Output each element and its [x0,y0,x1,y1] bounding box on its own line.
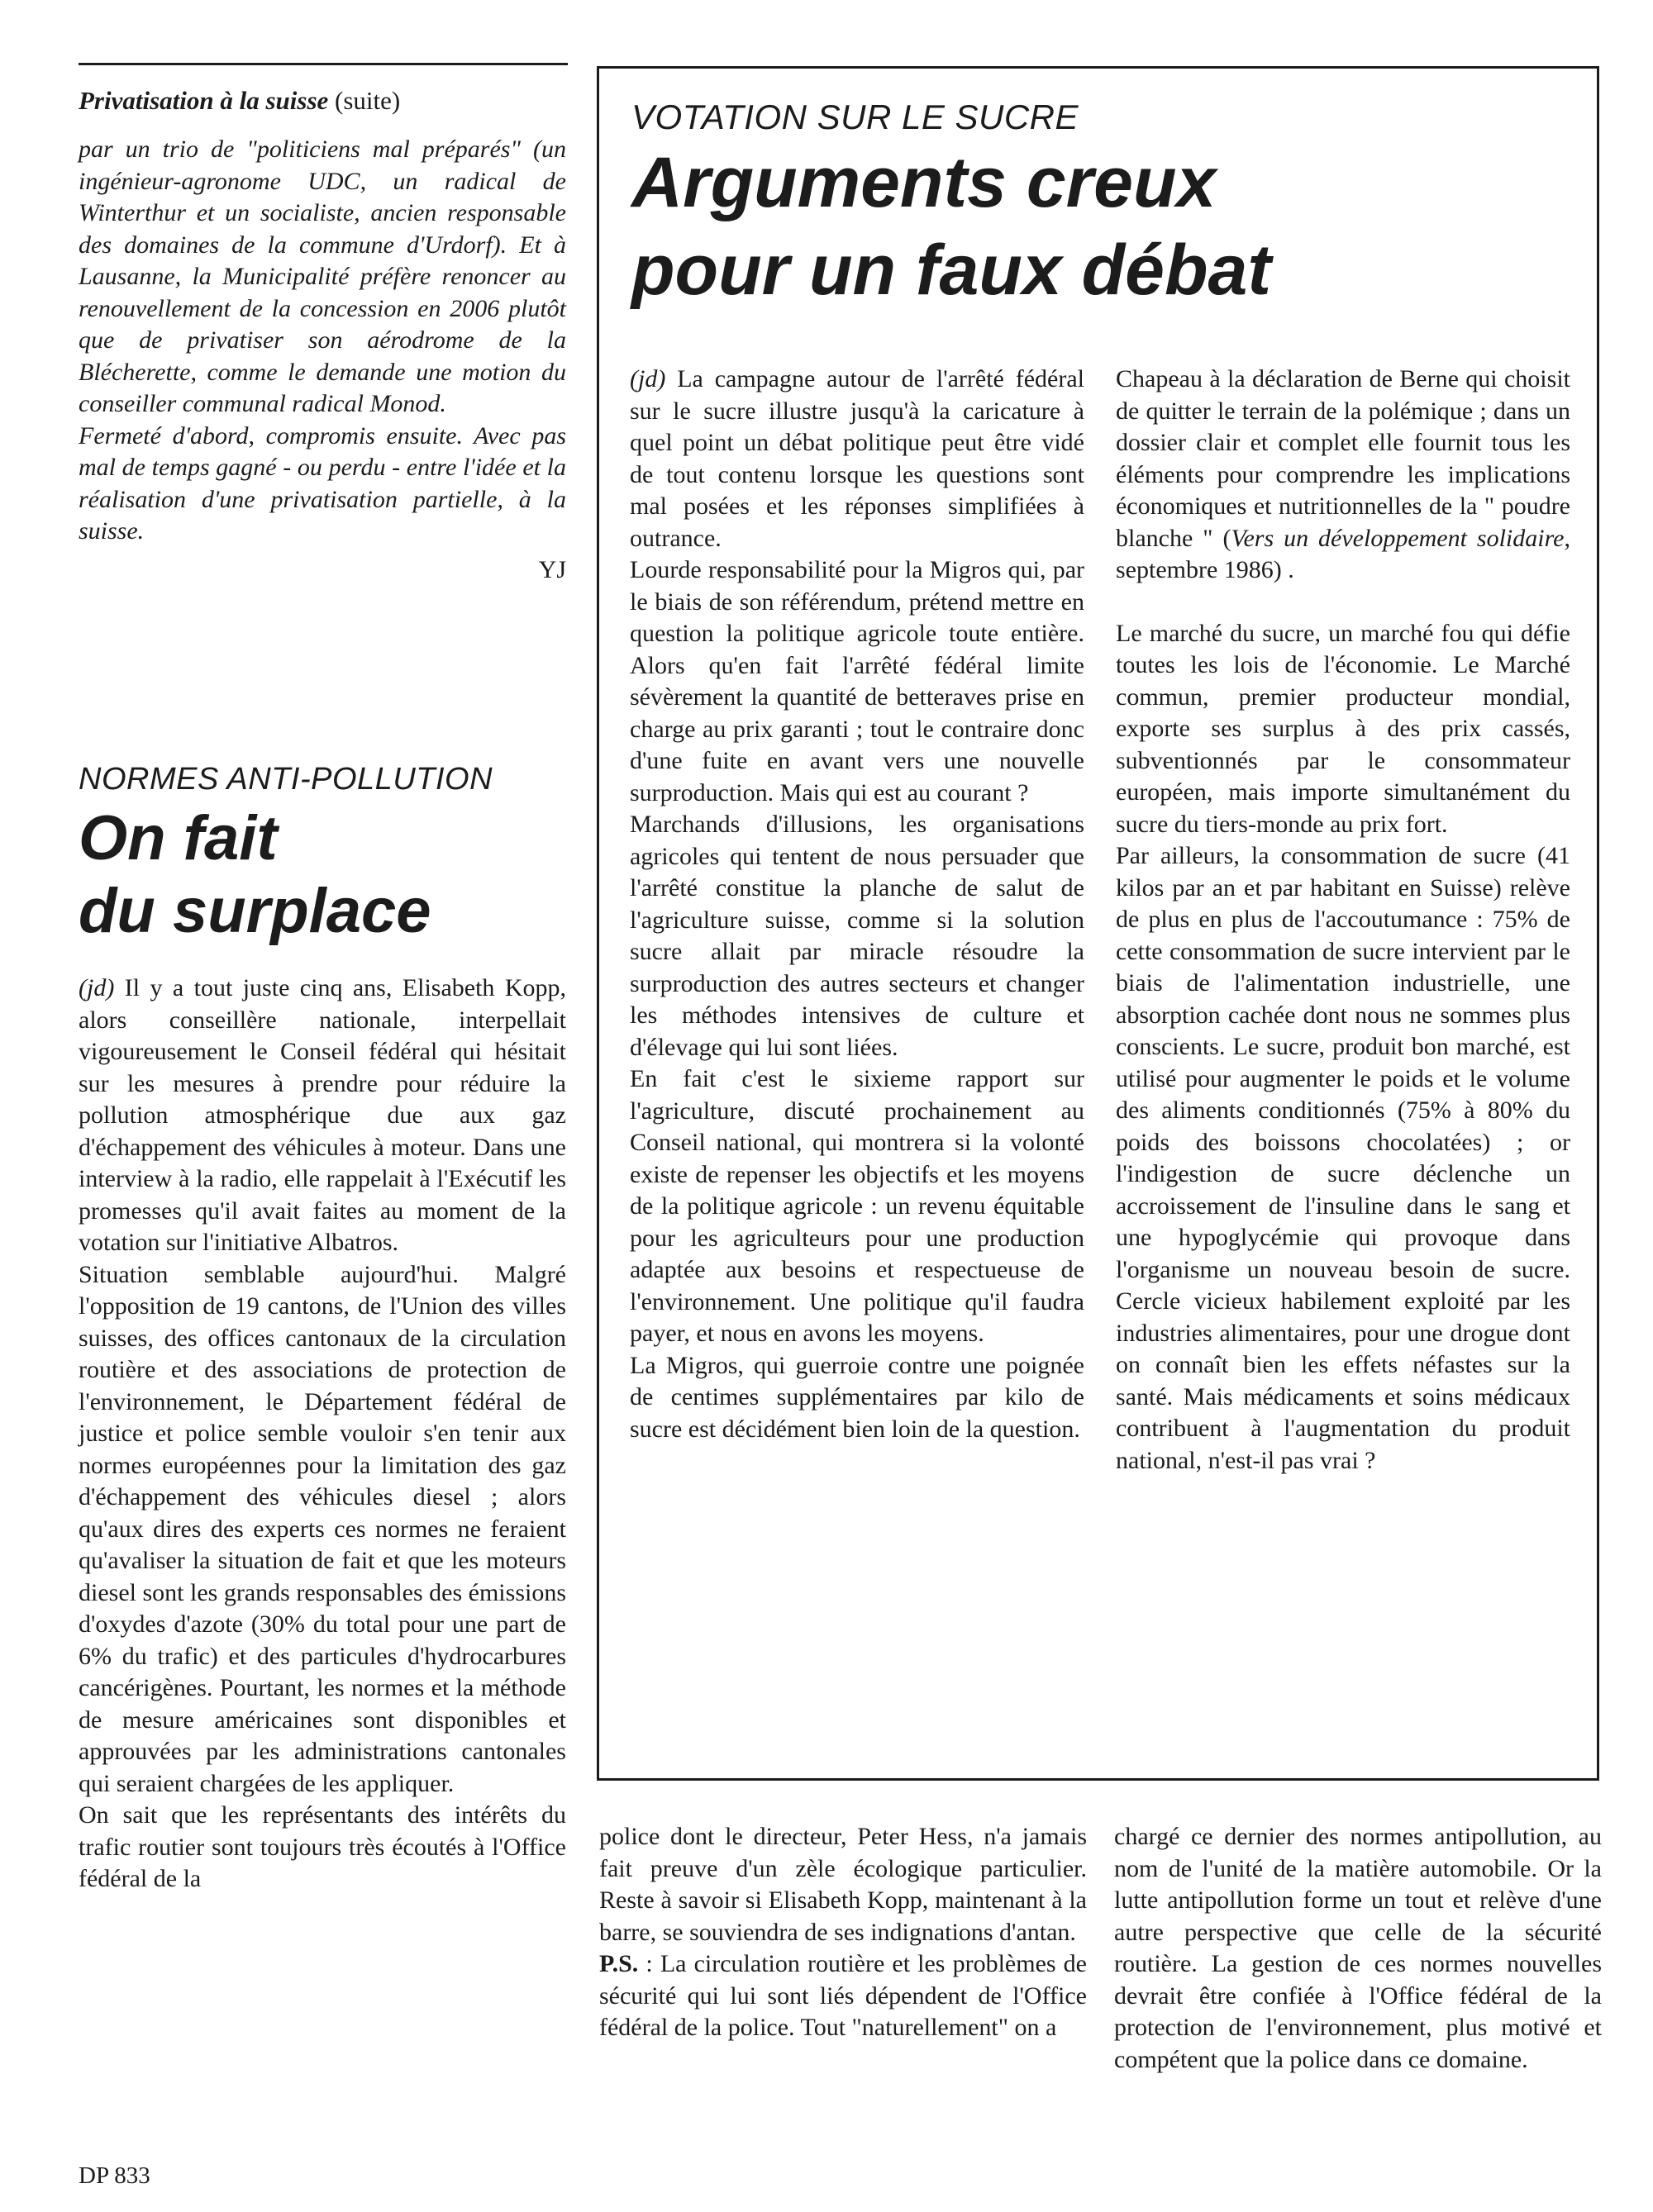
pollution-para-1-text: Il y a tout juste cinq ans, Elisabeth Kopp, alors conseillère nationale, interpellait vigoureusement le Conseil fédéral qui hésitait sur les mesures à prendre pour réduire la pollution atmosphérique due aux gaz d'échappement des véhicules à moteur. Dans une interview à la radio, elle rappelait à l'Exécutif les promesses qu'il avait faites au moment de la votation sur l'initiative Albatros. [79,974,566,1256]
pollution-para-2: Situation semblable aujourd'hui. Malgré l'opposition de 19 cantons, de l'Union des villes suisses, des offices cantonaux de la circulation routière et des associations de protection de l'environnement, le Département fédéral de justice et police semble vouloir s'en tenir aux normes européennes pour la limitation des gaz d'échappement des véhicules diesel ; alors qu'aux dires des experts ces normes ne feraient qu'avaliser la situation de fait et que les moteurs diesel sont les grands responsables des émissions d'oxydes d'azote (30% du total pour une part de 6% du trafic) et des particules d'hydrocarbures cancérigènes. Pourtant, les normes et la méthode de mesure américaines sont disponibles et approuvées par les administrations cantonales qui seraient chargées de les appliquer. [79,1260,566,1797]
continuation-block [79,86,566,584]
continuation-suffix: (suite) [335,86,401,115]
sucre-reference: Vers un développement solidaire [1231,524,1565,552]
pollution-para-1 [79,973,566,1259]
pollution-headline-2: du surplace [79,876,431,946]
sucre-col2-para-3: Par ailleurs, la consommation de sucre (41 kilos par an et par habitant en Suisse) relève de plus en plus de l'accoutumance : 75% de cette consommation de sucre intervient par le biais de l'alimentation industrielle, une absorption cachée dont nous ne sommes plus conscients. Le sucre, produit bon marché, est utilisé pour augmenter le poids et le volume des aliments conditionnés (75% à 80% du poids des boissons chocolatées) ; or l'indigestion de sucre déclenche un accroissement de l'insuline dans le sang et une hypoglycémie qui provoque dans l'organisme un nouveau besoin de sucre. Cercle vicieux habilement exploité par les industries alimentaires, pour une drogue dont on connaît bien les effets néfastes sur la santé. Mais médicaments et soins médicaux contribuent à l'augmentation du produit national, n'est-il pas vrai ? [1116,842,1570,1474]
sucre-col-2 [1116,364,1570,1477]
sucre-col2-para-1-start: Chapeau à la déclaration de Berne qui choisit de quitter le terrain de la polémique ; dans un dossier clair et complet elle fournit tous les éléments pour comprendre les implications économiques et nutritionnelles de la " poudre blanche " ( [1116,365,1570,552]
pollution-headline-1: On fait [79,803,278,873]
signature: YJ [538,555,566,583]
sucre-heading [631,98,1582,314]
sucre-col-1 [630,364,1084,1445]
pollution-kicker: NORMES ANTI-POLLUTION [79,762,493,797]
continuation-title: Privatisation à la suisse [79,86,329,115]
pollution-author: (jd) [79,974,115,1001]
sucre-para-1 [630,364,1084,554]
pollution-para-3: On sait que les représentants des intérêts du trafic routier sont toujours très écoutés à l'Office fédéral de la [79,1801,566,1892]
ps-text: : La circulation routière et les problèmes de sécurité qui lui sont liés dépendent de l'Office fédéral de la police. Tout "naturellement" on a [599,1950,1088,2041]
pollution-col-3 [1114,1821,1602,2076]
top-rule [79,63,568,65]
pollution-col-2 [599,1821,1087,2044]
sucre-col2-para-1 [1116,364,1570,587]
sucre-author: (jd) [630,365,666,392]
pollution-col-1 [79,973,566,1896]
ps-label: P.S. [599,1950,639,1977]
sucre-col2-para-1-end: , septembre 1986) . [1116,524,1570,583]
pollution-heading [79,762,574,948]
pollution-col2-para-1: police dont le directeur, Peter Hess, n'a jamais fait preuve d'un zèle écologique particulier. Reste à savoir si Elisabeth Kopp, maintenant à la barre, se souviendra de ses indignations d'antan. [599,1823,1087,1946]
continuation-text-2: Fermeté d'abord, compromis ensuite. Avec pas mal de temps gagné - ou perdu - entre l'idée et la réalisation d'une privatisation partielle, à la suisse. [79,421,566,545]
page-footer [79,2162,150,2190]
continuation-header [79,86,566,116]
sucre-headline-1: Arguments creux [631,143,1217,222]
sucre-kicker: VOTATION SUR LE SUCRE [631,98,1079,136]
pollution-col3-para-1: chargé ce dernier des normes antipollution, au nom de l'unité de la matière automobile. Or la lutte antipollution forme un tout et relève d'une autre perspective que celle de la sécurité routière. La gestion de ces normes nouvelles devrait être confiée à l'Office fédéral de la protection de l'environnement, plus motivé et compétent que la police dans ce domaine. [1114,1823,1602,2073]
sucre-para-4: En fait c'est le sixieme rapport sur l'agriculture, discuté prochainement au Conseil national, qui montrera si la volonté existe de repenser les objectifs et les moyens de la politique agricole : un revenu équitable pour les agriculteurs pour une production adaptée aux besoins et respectueuse de l'environnement. Une politique qu'il faudra payer, et nous en avons les moyens. [630,1065,1084,1347]
sucre-para-1-text: La campagne autour de l'arrêté fédéral sur le sucre illustre jusqu'à la caricature à quel point un débat politique peut être vidé de tout contenu lorsque les questions sont mal posées et les réponses simplifiées à outrance. [630,365,1084,552]
sucre-para-2: Lourde responsabilité pour la Migros qui, par le biais de son référendum, prétend mettre en question la politique agricole toute entière. Alors qu'en fait l'arrêté fédéral limite sévèrement la quantité de betteraves prise en charge au prix garanti ; tout le contraire donc d'une fuite en avant vers une nouvelle surproduction. Mais qui est au courant ? [630,556,1084,806]
sucre-col2-para-2: Le marché du sucre, un marché fou qui défie toutes les lois de l'économie. Le Marché commun, premier producteur mondial, exporte ses surplus à des prix cassés, subventionnés par le consommateur européen, mais importe simultanément du sucre du tiers-monde au prix fort. [1116,619,1570,838]
sucre-para-5: La Migros, qui guerroie contre une poignée de centimes supplémentaires par kilo de sucre est décidément bien loin de la question. [630,1351,1084,1443]
issue-number: DP 833 [79,2162,150,2189]
pollution-col2-para-2 [599,1948,1087,2044]
sucre-headline-2: pour un faux débat [631,231,1271,310]
continuation-text: par un trio de "politiciens mal préparés" (un ingénieur-agronome UDC, un radical de Winterthur et un socialiste, ancien responsable des domaines de la commune d'Urdorf). Et à Lausanne, la Municipalité préfère renoncer au renouvellement de la concession en 2006 plutôt que de privatiser son aérodrome de la Blécherette, comme le demande une motion du conseiller communal radical Monod. [79,136,566,417]
sucre-para-3: Marchands d'illusions, les organisations agricoles qui tentent de nous persuader que l'arrêté constitue la planche de salut de l'agriculture suisse, comme si la solution sucre allait par miracle résoudre la surproduction des autres secteurs et changer les méthodes intensives de culture et d'élevage qui lui sont liées. [630,811,1084,1061]
